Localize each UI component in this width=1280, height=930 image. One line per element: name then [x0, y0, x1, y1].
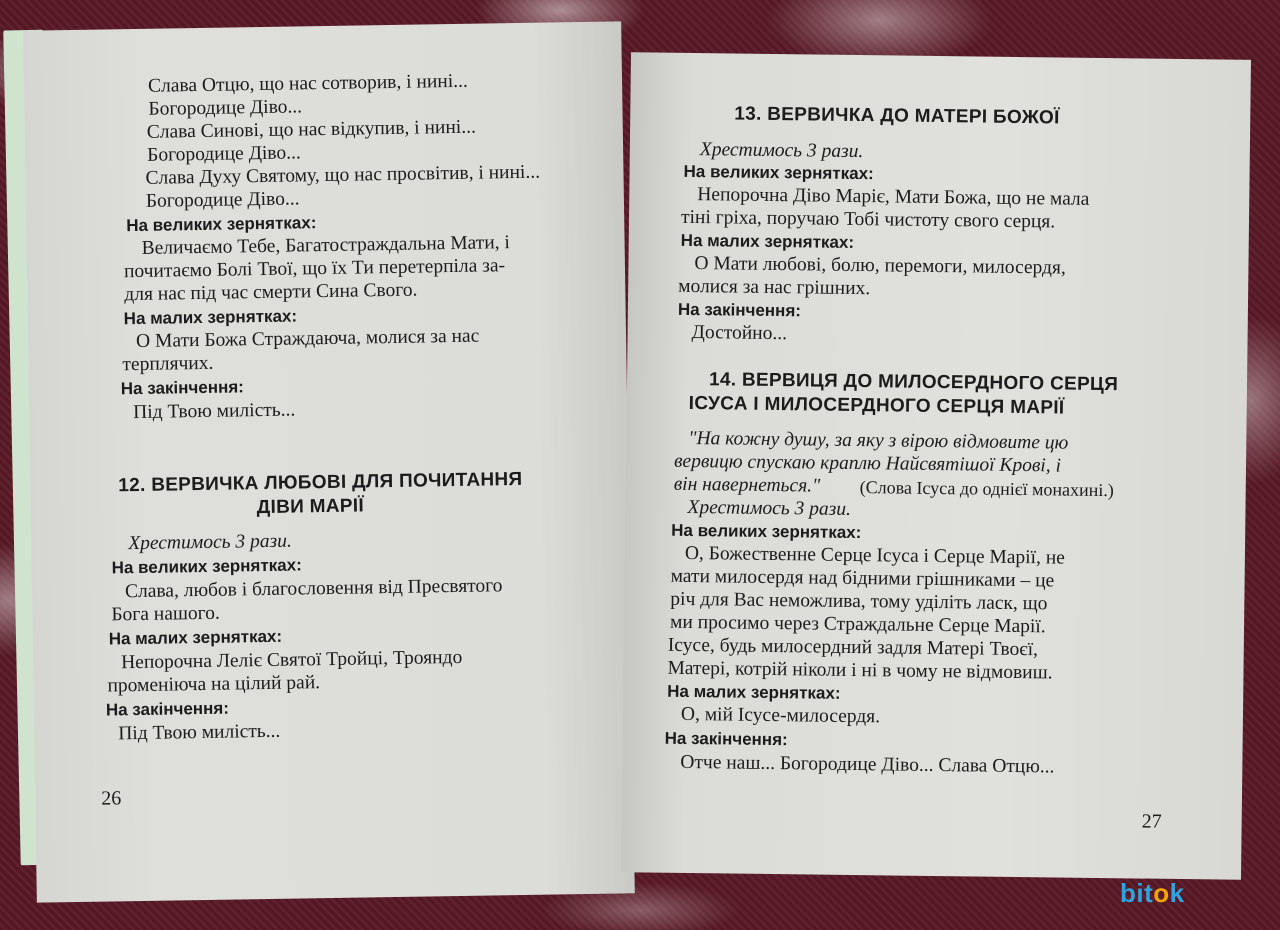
text-line: Богородице Діво...: [148, 96, 303, 120]
text-line: О, Божественне Серце Ісуса і Серце Марії, не: [684, 542, 1065, 569]
text-line: Непорочна Діво Маріє, Мати Божа, що не мала: [697, 184, 1090, 210]
text-line: Слава, любов і благословення від Пресвятого: [124, 575, 503, 603]
text-line: терплячих.: [122, 352, 214, 376]
section-heading: На закінчення:: [120, 377, 245, 399]
italic-quote: він навернеться.": [673, 473, 821, 497]
text-line: О Мати Божа Страждаюча, молися за нас: [135, 325, 480, 353]
text-line: річ для Вас неможлива, тому уділіть ласк, що: [670, 588, 1048, 615]
text-line: почитаємо Болі Твої, що їх Ти перетерпіла за-: [123, 255, 506, 283]
section-heading: На малих зернятках:: [108, 626, 283, 649]
text-line: Слава Синові, що нас відкупив, і нині...: [146, 116, 477, 143]
section-heading: На великих зернятках:: [126, 213, 317, 236]
text-line: для нас під час смерти Сина Свого.: [124, 279, 418, 306]
italic-quote: "На кожну душу, за яку з вірою відмовите цю: [688, 427, 1069, 454]
text-line: Матері, котрій ніколи і ні в чому не відмовиш.: [667, 657, 1053, 684]
section-heading: На малих зернятках:: [123, 306, 298, 329]
italic-note: Хрестимось 3 рази.: [687, 496, 852, 520]
chapter-title: 12. ВЕРВИЧКА ЛЮБОВІ ДЛЯ ПОЧИТАННЯ: [118, 468, 523, 497]
watermark-text: o: [1153, 878, 1170, 908]
chapter-title: 14. ВЕРВИЦЯ ДО МИЛОСЕРДНОГО СЕРЦЯ: [708, 369, 1119, 396]
section-heading: На малих зернятках:: [667, 681, 841, 703]
text-line: Слава Духу Святому, що нас просвітив, і нині...: [145, 161, 541, 189]
text-line: Під Твою милість...: [118, 720, 281, 745]
section-heading: На закінчення:: [664, 728, 788, 750]
watermark-logo: [1120, 878, 1185, 909]
text-line: Богородице Діво...: [146, 142, 301, 166]
text-line: Бога нашого.: [111, 602, 220, 626]
italic-note: Хрестимось 3 рази.: [699, 139, 864, 163]
text-line: О, мій Ісусе-милосердя.: [680, 703, 881, 728]
chapter-title: 13. ВЕРВИЧКА ДО МАТЕРІ БОЖОЇ: [734, 103, 1060, 129]
text-line: Ісусе, будь милосердний задля Матері Твоєї,: [667, 634, 1039, 661]
text-line: Під Твою милість...: [133, 399, 296, 424]
text-line: променіюча на цілий рай.: [107, 672, 321, 697]
text-line: Отче наш... Богородице Діво... Слава Отцю...: [680, 751, 1055, 778]
text-line: мати милосердя над бідними грішниками – це: [670, 565, 1055, 592]
text-line: Непорочна Леліє Святої Тройці, Трояндо: [120, 646, 463, 674]
section-heading: На закінчення:: [105, 698, 230, 720]
text-line: ми просимо через Страждальне Серце Марії.: [669, 611, 1046, 638]
right-page: [621, 52, 1251, 880]
page-number: 27: [1141, 810, 1162, 833]
text-line: О Мати любові, болю, перемоги, милосердя,: [694, 253, 1066, 279]
text-line: Богородице Діво...: [145, 188, 300, 212]
italic-note: Хрестимось 3 рази.: [128, 530, 292, 555]
section-heading: На закінчення:: [677, 299, 802, 321]
left-page: [23, 21, 635, 902]
text-line: Величаємо Тебе, Багатостраждальна Мати, і: [141, 232, 511, 259]
text-line: Достойно...: [691, 322, 788, 345]
chapter-title: ДІВИ МАРІЇ: [256, 495, 365, 519]
section-heading: На великих зернятках:: [683, 161, 874, 184]
italic-quote: вервицю спускаю краплю Найсвятішої Крові, і: [673, 450, 1062, 477]
chapter-title: ІСУСА І МИЛОСЕРДНОГО СЕРЦЯ МАРІЇ: [688, 392, 1065, 419]
section-heading: На великих зернятках:: [111, 555, 302, 578]
watermark-text: bit: [1120, 878, 1154, 908]
quote-source: (Слова Ісуса до однієї монахині.): [859, 477, 1114, 501]
text-line: тіні гріха, поручаю Тобі чистоту свого серця.: [680, 206, 1056, 233]
text-line: Слава Отцю, що нас сотворив, і нині...: [147, 70, 468, 97]
section-heading: На великих зернятках:: [671, 520, 862, 543]
watermark-text: k: [1169, 878, 1185, 908]
section-heading: На малих зернятках:: [680, 230, 855, 252]
page-number: 26: [101, 787, 122, 810]
text-line: молися за нас грішних.: [678, 275, 871, 300]
